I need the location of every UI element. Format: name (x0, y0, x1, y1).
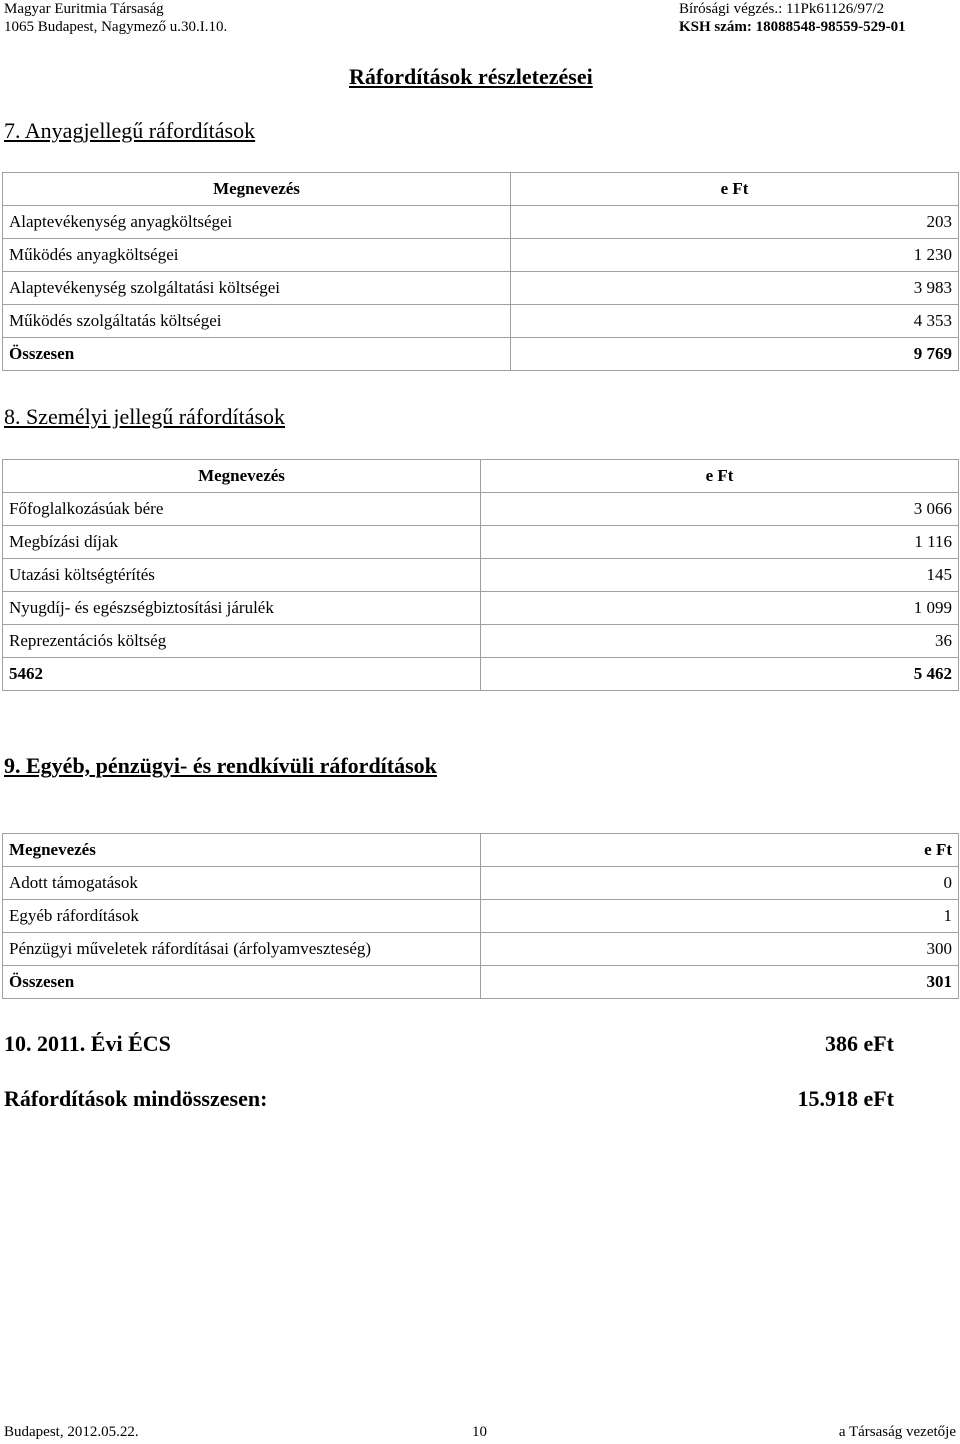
total-row (3, 658, 959, 691)
total-row (3, 966, 959, 999)
page-header (0, 0, 960, 38)
table-row (3, 272, 959, 305)
ecs-value: 386 eFt (824, 1031, 894, 1056)
row-value: 36 (481, 625, 959, 658)
court-ruling: Bírósági végzés.: 11Pk61126/97/2 (679, 1, 885, 17)
table-row (3, 625, 959, 658)
table-row (3, 239, 959, 272)
row-name: Működés szolgáltatás költségei (3, 305, 511, 338)
row-name: Nyugdíj- és egészségbiztosítási járulék (3, 592, 481, 625)
total-label: 5462 (3, 658, 481, 691)
row-value: 1 099 (481, 592, 959, 625)
row-value: 3 983 (511, 272, 959, 305)
section9-title: 9. Egyéb, pénzügyi- és rendkívüli ráfordítások (4, 753, 437, 778)
col-header-value: e Ft (481, 834, 959, 867)
row-name: Egyéb ráfordítások (3, 900, 481, 933)
footer-page-number: 10 (472, 1424, 487, 1440)
org-name: Magyar Euritmia Társaság (4, 1, 164, 17)
table-row (3, 592, 959, 625)
section7-title: 7. Anyagjellegű ráfordítások (4, 118, 256, 143)
table-header-row (3, 834, 959, 867)
ecs-label: 10. 2011. Évi ÉCS (4, 1031, 171, 1056)
row-value: 1 230 (511, 239, 959, 272)
row-value: 3 066 (481, 493, 959, 526)
footer-place-date: Budapest, 2012.05.22. (4, 1424, 139, 1440)
total-label: Összesen (3, 966, 481, 999)
total-value: 301 (481, 966, 959, 999)
col-header-name: Megnevezés (3, 173, 511, 206)
section8-table (2, 459, 959, 691)
table-row (3, 867, 959, 900)
row-value: 4 353 (511, 305, 959, 338)
row-name: Adott támogatások (3, 867, 481, 900)
section8-title: 8. Személyi jellegű ráfordítások (4, 404, 286, 429)
row-value: 1 116 (481, 526, 959, 559)
row-value: 203 (511, 206, 959, 239)
row-name: Pénzügyi műveletek ráfordításai (árfolyamveszteség) (3, 933, 481, 966)
row-value: 300 (481, 933, 959, 966)
total-value: 9 769 (511, 338, 959, 371)
row-name: Reprezentációs költség (3, 625, 481, 658)
section9-table (2, 833, 959, 999)
row-name: Alaptevékenység anyagköltségei (3, 206, 511, 239)
total-value: 5 462 (481, 658, 959, 691)
col-header-value: e Ft (511, 173, 959, 206)
total-label: Összesen (3, 338, 511, 371)
grand-total-value: 15.918 eFt (797, 1086, 894, 1111)
footer-signature: a Társaság vezetője (838, 1424, 956, 1440)
row-name: Megbízási díjak (3, 526, 481, 559)
ksh-number: KSH szám: 18088548-98559-529-01 (679, 19, 906, 35)
page-title: Ráfordítások részletezései (349, 64, 593, 89)
table-row (3, 206, 959, 239)
section7-table (2, 172, 959, 371)
table-row (3, 493, 959, 526)
grand-total-label: Ráfordítások mindösszesen: (4, 1086, 268, 1111)
table-header-row (3, 173, 959, 206)
row-value: 1 (481, 900, 959, 933)
table-row (3, 526, 959, 559)
row-name: Működés anyagköltségei (3, 239, 511, 272)
row-name: Utazási költségtérítés (3, 559, 481, 592)
col-header-name: Megnevezés (3, 834, 481, 867)
table-row (3, 933, 959, 966)
row-name: Alaptevékenység szolgáltatási költségei (3, 272, 511, 305)
row-name: Főfoglalkozásúak bére (3, 493, 481, 526)
table-row (3, 900, 959, 933)
row-value: 145 (481, 559, 959, 592)
row-value: 0 (481, 867, 959, 900)
table-row (3, 305, 959, 338)
table-row (3, 559, 959, 592)
col-header-value: e Ft (481, 460, 959, 493)
col-header-name: Megnevezés (3, 460, 481, 493)
table-header-row (3, 460, 959, 493)
total-row (3, 338, 959, 371)
org-address: 1065 Budapest, Nagymező u.30.I.10. (4, 19, 228, 35)
